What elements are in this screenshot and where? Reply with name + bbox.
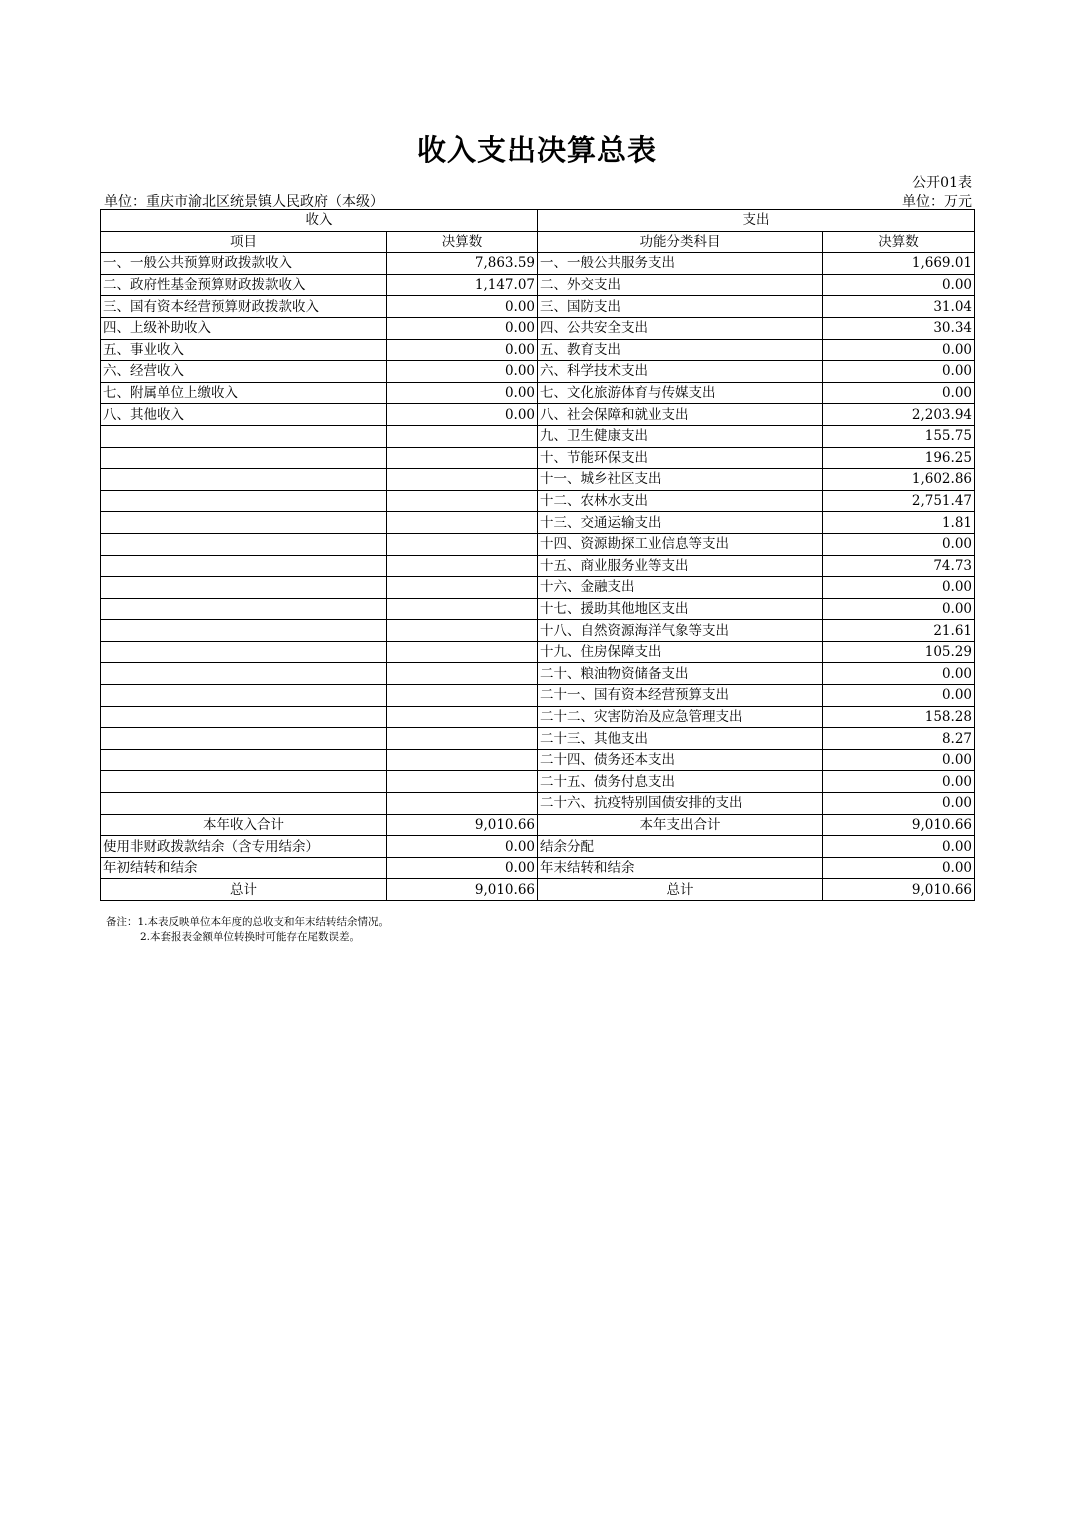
grand-total-expense-value: 9,010.66: [823, 879, 975, 901]
expense-header: 支出: [538, 210, 975, 232]
income-amount-cell: [387, 533, 538, 555]
income-amount-cell: [387, 577, 538, 599]
income-item-cell: [101, 555, 387, 577]
table-body: [101, 253, 975, 814]
expense-item-cell: 十八、自然资源海洋气象等支出: [538, 620, 823, 642]
table-row: [101, 253, 975, 275]
income-amount-cell: [387, 469, 538, 491]
income-item-cell: [101, 598, 387, 620]
table-row: [101, 447, 975, 469]
income-amount-cell: [387, 728, 538, 750]
table-row: [101, 490, 975, 512]
income-item-cell: 八、其他收入: [101, 404, 387, 426]
table-row: [101, 469, 975, 491]
expense-amount-cell: 0.00: [823, 771, 975, 793]
table-row: [101, 274, 975, 296]
note-line-2: 2.本套报表金额单位转换时可能存在尾数误差。: [140, 931, 361, 943]
income-item-cell: [101, 706, 387, 728]
expense-item-cell: 七、文化旅游体育与传媒支出: [538, 382, 823, 404]
income-item-cell: 二、政府性基金预算财政拨款收入: [101, 274, 387, 296]
expense-item-cell: 二十一、国有资本经营预算支出: [538, 685, 823, 707]
income-amount-cell: [387, 706, 538, 728]
expense-amount-cell: 2,751.47: [823, 490, 975, 512]
expense-item-cell: 十四、资源勘探工业信息等支出: [538, 533, 823, 555]
grand-total-expense-label: 总计: [538, 879, 823, 901]
income-item-cell: 六、经营收入: [101, 361, 387, 383]
expense-amount-cell: 0.00: [823, 382, 975, 404]
expense-item-cell: 二十五、债务付息支出: [538, 771, 823, 793]
income-item-cell: [101, 685, 387, 707]
expense-item-cell: 八、社会保障和就业支出: [538, 404, 823, 426]
surplus-dist-value: 0.00: [823, 836, 975, 858]
expense-item-cell: 二十四、债务还本支出: [538, 749, 823, 771]
form-code: 公开01表: [912, 175, 972, 191]
table-row: [101, 641, 975, 663]
income-item-cell: 五、事业收入: [101, 339, 387, 361]
income-header: 收入: [101, 210, 538, 232]
expense-item-cell: 十三、交通运输支出: [538, 512, 823, 534]
income-amount-cell: [387, 598, 538, 620]
page-title: 收入支出决算总表: [416, 133, 657, 167]
note-line-1: 备注：1.本表反映单位本年度的总收支和年末结转结余情况。: [106, 916, 390, 928]
expense-item-cell: 二、外交支出: [538, 274, 823, 296]
nonfiscal-row: [101, 836, 975, 858]
grand-total-income-value: 9,010.66: [387, 879, 538, 901]
expense-amount-cell: 0.00: [823, 361, 975, 383]
income-amount-cell: 0.00: [387, 339, 538, 361]
expense-amount-cell: 196.25: [823, 447, 975, 469]
year-income-label: 本年收入合计: [101, 814, 387, 836]
income-item-cell: [101, 620, 387, 642]
expense-item-cell: 四、公共安全支出: [538, 317, 823, 339]
table-row: [101, 577, 975, 599]
table-row: [101, 620, 975, 642]
table-row: [101, 512, 975, 534]
table-row: [101, 598, 975, 620]
table-row: [101, 296, 975, 318]
expense-item-cell: 十、节能环保支出: [538, 447, 823, 469]
income-amount-cell: [387, 641, 538, 663]
func-item-column-header: 功能分类科目: [538, 231, 823, 253]
expense-item-cell: 二十三、其他支出: [538, 728, 823, 750]
expense-amount-cell: 0.00: [823, 793, 975, 815]
table-row: [101, 706, 975, 728]
income-item-cell: [101, 469, 387, 491]
table-row: [101, 317, 975, 339]
expense-amount-cell: 0.00: [823, 339, 975, 361]
income-item-cell: [101, 793, 387, 815]
surplus-dist-label: 结余分配: [538, 836, 823, 858]
expense-amount-cell: 155.75: [823, 425, 975, 447]
income-item-cell: [101, 728, 387, 750]
year-total-row: [101, 814, 975, 836]
table-row: [101, 793, 975, 815]
amount2-column-header: 决算数: [823, 231, 975, 253]
expense-item-cell: 一、一般公共服务支出: [538, 253, 823, 275]
table-row: [101, 771, 975, 793]
table-row: [101, 361, 975, 383]
income-amount-cell: [387, 749, 538, 771]
table-row: [101, 663, 975, 685]
expense-amount-cell: 0.00: [823, 685, 975, 707]
expense-amount-cell: 8.27: [823, 728, 975, 750]
income-amount-cell: 7,863.59: [387, 253, 538, 275]
income-item-cell: [101, 749, 387, 771]
end-balance-label: 年末结转和结余: [538, 857, 823, 879]
income-amount-cell: [387, 490, 538, 512]
expense-item-cell: 十二、农林水支出: [538, 490, 823, 512]
income-amount-cell: [387, 512, 538, 534]
unit-organization: 单位：重庆市渝北区统景镇人民政府（本级）: [104, 194, 384, 210]
table-row: [101, 555, 975, 577]
expense-amount-cell: 0.00: [823, 749, 975, 771]
table-row: [101, 749, 975, 771]
income-item-cell: 七、附属单位上缴收入: [101, 382, 387, 404]
income-amount-cell: 0.00: [387, 382, 538, 404]
income-amount-cell: [387, 620, 538, 642]
expense-item-cell: 十七、援助其他地区支出: [538, 598, 823, 620]
expense-amount-cell: 0.00: [823, 577, 975, 599]
income-amount-cell: [387, 793, 538, 815]
income-item-cell: [101, 663, 387, 685]
expense-amount-cell: 31.04: [823, 296, 975, 318]
income-amount-cell: 0.00: [387, 317, 538, 339]
expense-item-cell: 十五、商业服务业等支出: [538, 555, 823, 577]
end-balance-value: 0.00: [823, 857, 975, 879]
table-row: [101, 382, 975, 404]
expense-item-cell: 三、国防支出: [538, 296, 823, 318]
income-item-cell: [101, 577, 387, 599]
table-row: [101, 685, 975, 707]
expense-amount-cell: 1,669.01: [823, 253, 975, 275]
notes: [106, 915, 389, 945]
income-item-cell: 一、一般公共预算财政拨款收入: [101, 253, 387, 275]
expense-amount-cell: 0.00: [823, 274, 975, 296]
income-amount-cell: 0.00: [387, 404, 538, 426]
expense-item-cell: 二十二、灾害防治及应急管理支出: [538, 706, 823, 728]
expense-amount-cell: 21.61: [823, 620, 975, 642]
income-amount-cell: 1,147.07: [387, 274, 538, 296]
expense-amount-cell: 1.81: [823, 512, 975, 534]
grand-total-income-label: 总计: [101, 879, 387, 901]
balance-row: [101, 857, 975, 879]
expense-item-cell: 九、卫生健康支出: [538, 425, 823, 447]
unit-currency: 单位：万元: [902, 194, 972, 210]
begin-balance-value: 0.00: [387, 857, 538, 879]
table-row: [101, 533, 975, 555]
expense-amount-cell: 1,602.86: [823, 469, 975, 491]
budget-table: [100, 209, 975, 901]
year-expense-value: 9,010.66: [823, 814, 975, 836]
expense-amount-cell: 30.34: [823, 317, 975, 339]
income-item-cell: [101, 425, 387, 447]
expense-amount-cell: 0.00: [823, 533, 975, 555]
expense-item-cell: 二十、粮油物资储备支出: [538, 663, 823, 685]
table-row: [101, 404, 975, 426]
expense-amount-cell: 74.73: [823, 555, 975, 577]
totals-body: [101, 814, 975, 900]
expense-item-cell: 十六、金融支出: [538, 577, 823, 599]
income-amount-cell: [387, 555, 538, 577]
table-row: [101, 339, 975, 361]
expense-item-cell: 十一、城乡社区支出: [538, 469, 823, 491]
income-amount-cell: 0.00: [387, 361, 538, 383]
item-column-header: 项目: [101, 231, 387, 253]
income-amount-cell: [387, 663, 538, 685]
income-item-cell: [101, 512, 387, 534]
expense-amount-cell: 158.28: [823, 706, 975, 728]
begin-balance-label: 年初结转和结余: [101, 857, 387, 879]
expense-item-cell: 五、教育支出: [538, 339, 823, 361]
income-amount-cell: [387, 447, 538, 469]
income-amount-cell: [387, 771, 538, 793]
expense-amount-cell: 105.29: [823, 641, 975, 663]
expense-item-cell: 六、科学技术支出: [538, 361, 823, 383]
income-amount-cell: 0.00: [387, 296, 538, 318]
expense-amount-cell: 0.00: [823, 598, 975, 620]
amount-column-header: 决算数: [387, 231, 538, 253]
income-item-cell: [101, 771, 387, 793]
income-amount-cell: [387, 685, 538, 707]
expense-amount-cell: 0.00: [823, 663, 975, 685]
income-item-cell: [101, 447, 387, 469]
expense-item-cell: 二十六、抗疫特别国债安排的支出: [538, 793, 823, 815]
nonfiscal-label: 使用非财政拨款结余（含专用结余）: [101, 836, 387, 858]
income-item-cell: 四、上级补助收入: [101, 317, 387, 339]
income-item-cell: [101, 490, 387, 512]
header-row-sections: [101, 210, 975, 232]
table-row: [101, 728, 975, 750]
year-income-value: 9,010.66: [387, 814, 538, 836]
header-row-columns: [101, 231, 975, 253]
year-expense-label: 本年支出合计: [538, 814, 823, 836]
income-amount-cell: [387, 425, 538, 447]
income-item-cell: [101, 533, 387, 555]
nonfiscal-value: 0.00: [387, 836, 538, 858]
income-item-cell: [101, 641, 387, 663]
expense-amount-cell: 2,203.94: [823, 404, 975, 426]
table-row: [101, 425, 975, 447]
expense-item-cell: 十九、住房保障支出: [538, 641, 823, 663]
income-item-cell: 三、国有资本经营预算财政拨款收入: [101, 296, 387, 318]
grand-total-row: [101, 879, 975, 901]
